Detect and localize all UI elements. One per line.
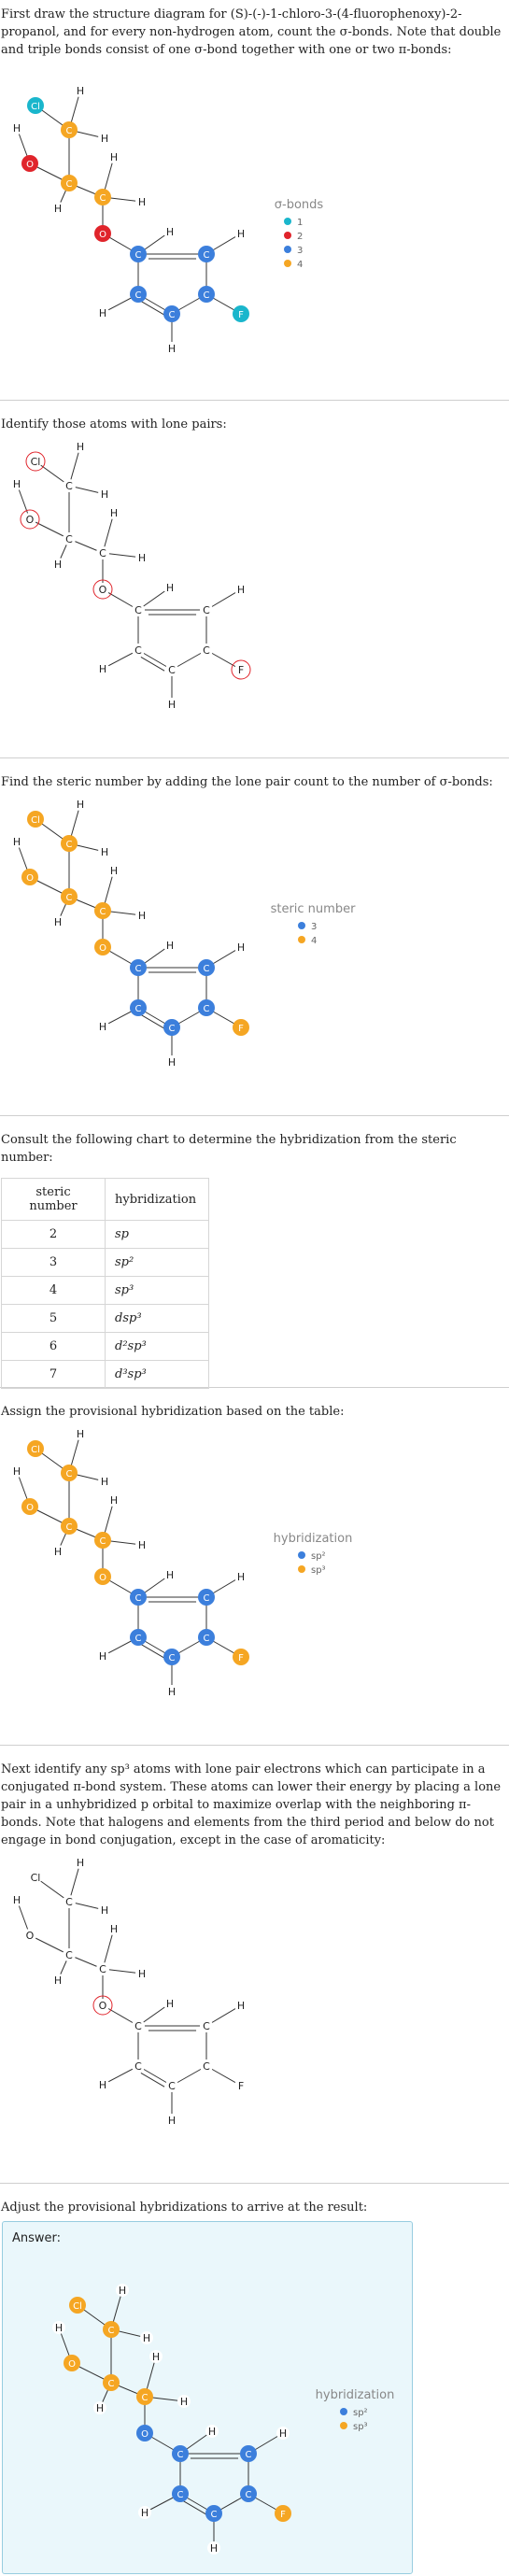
atom-label: H [109,1494,119,1507]
atom-label: C [134,2020,142,2032]
atom-label: H [236,941,246,954]
legend-title: hybridization [273,1532,353,1546]
molecule-result [0,2240,509,2576]
atom-label: F [237,2080,245,2092]
molecule-lone-pairs [0,433,509,751]
atom-label: C [203,290,210,301]
atom-label: H [100,846,109,858]
legend-swatch [298,922,305,929]
atom-label: H [100,1476,109,1488]
step-lone-pairs [0,401,509,757]
table-cell: 2 [2,1221,106,1249]
step-result [0,2184,509,2576]
atom-label: H [137,196,147,208]
hybridization-table [1,1178,209,1389]
atom-label: C [203,1634,210,1644]
atom-label: Cl [30,456,41,468]
atom-label: H [100,1904,109,1917]
table-cell: 5 [2,1305,106,1333]
atom-label: H [165,582,175,594]
bond-line [30,1935,69,1955]
legend-label: 3 [311,922,318,932]
atom-label: H [98,2079,107,2091]
atom-label: H [151,2351,161,2363]
molecule-sigma-bonds [0,59,509,395]
atom-label: C [203,1593,210,1604]
atom-label: O [98,584,107,596]
atom-label: H [76,1428,85,1440]
atom-label: H [100,488,109,501]
atom-label: H [12,1465,21,1478]
atom-label: O [141,2429,148,2440]
atom-label: H [53,203,63,215]
legend [271,902,356,946]
atom-label: H [54,2322,64,2334]
atom-label: Cl [31,815,40,826]
table-cell: 4 [2,1277,106,1305]
molecule-bonds [17,1862,241,2120]
atom-label: H [109,1923,119,1935]
atom-label: C [99,1536,106,1547]
step-conjugation [0,1746,509,2183]
atom-label: C [134,290,142,301]
atom-label: C [65,840,73,850]
atom-label: C [99,907,106,917]
atom-label: F [237,664,245,676]
legend [316,2388,395,2432]
bond-line [141,1644,164,1658]
legend [274,1532,353,1576]
atom-label: H [167,1686,177,1698]
atom-label: H [53,916,63,928]
molecule-bonds [59,2290,283,2548]
step4-text: Consult the following chart to determine the hybridization from the steric number: [1,1133,457,1165]
atom-label: C [99,1963,106,1975]
atom-label: C [134,250,142,261]
atom-label: H [53,559,63,571]
step-steric-number [0,758,509,1115]
legend-title: hybridization [315,2388,395,2402]
atom-label: H [98,663,107,675]
table-cell: sp³ [106,1277,209,1305]
atom-label: H [167,699,177,711]
atom-label: H [118,2285,127,2297]
bond-line [183,2500,206,2514]
atom-label: H [98,1021,107,1033]
atom-label: H [100,133,109,145]
atom-label: H [140,2507,149,2519]
atom-label: C [65,1896,73,1908]
atom-label: H [236,1571,246,1583]
atom-label: H [109,865,119,877]
atom-label: H [209,2542,219,2555]
atom-label: F [280,2510,286,2520]
step1-text: First draw the structure diagram for (S)-(-)-1-chloro-3-(4-fluorophenoxy)-2-propanol, and for every non-hydrogen atom, count the σ-bonds. Note that double and triple bonds consist of one σ-bond together with one or two π-bonds: [1,7,502,57]
atom-label: H [236,584,246,596]
atom-label: H [76,441,85,453]
atom-label: C [203,2020,210,2032]
atom-label: F [238,310,244,320]
atom-label: Cl [30,1872,41,1884]
atom-label: O [25,514,35,526]
legend-swatch [298,1551,305,1559]
atom-label: C [65,1949,73,1961]
atom-label: H [12,1894,21,1906]
molecule-bonds [17,446,241,704]
step3-text: Find the steric number by adding the lone pair count to the number of σ-bonds: [1,775,493,789]
table-header: hybridization [106,1179,209,1221]
atom-label: H [179,2396,189,2408]
atom-label: H [98,1650,107,1663]
atom-label: O [25,1930,35,1942]
atom-label: C [107,2326,115,2336]
table-cell: d²sp³ [106,1333,209,1361]
step-provisional-hybridization [0,1388,509,1745]
table-row [2,1277,209,1305]
atom-label: O [26,873,34,884]
atom-label: C [203,2060,210,2073]
step5-text: Assign the provisional hybridization based on the table: [1,1405,345,1419]
atom-label: C [107,2379,115,2389]
atom-label: H [137,552,147,564]
atom-label: H [137,1539,147,1551]
atom-label: H [12,478,21,490]
table-header-row [2,1179,209,1221]
bond-line [30,519,69,539]
table-cell: dsp³ [106,1305,209,1333]
atom-label: H [53,1974,63,1987]
atom-label: O [99,1573,106,1583]
atom-label: C [99,547,106,559]
table-cell: sp² [106,1249,209,1277]
legend-swatch [340,2408,347,2415]
legend-title: σ-bonds [274,198,324,212]
legend-swatch [284,232,291,239]
atom-label: H [167,343,177,355]
atom-label: C [65,1469,73,1479]
atom-label: H [165,940,175,952]
atom-label: C [134,2060,142,2073]
atom-label: O [26,1503,34,1513]
atom-label: H [236,2000,246,2012]
atom-label: H [165,1569,175,1581]
atom-label: H [165,226,175,238]
table-row [2,1333,209,1361]
atom-label: C [65,480,73,492]
atom-label: C [134,1634,142,1644]
table-row [2,1361,209,1389]
atom-label: C [210,2510,218,2520]
atom-label: C [203,604,210,616]
table-cell: 6 [2,1333,106,1361]
atom-label: F [238,1024,244,1034]
legend-label: sp³ [311,1565,326,1576]
atom-label: H [12,122,21,134]
atom-label: H [53,1546,63,1558]
atom-label: C [168,664,176,676]
atom-label: H [109,151,119,163]
table-cell: 3 [2,1249,106,1277]
atom-label: F [238,1653,244,1663]
atom-label: H [95,2402,105,2414]
step6-text: Next identify any sp³ atoms with lone pair electrons which can participate in a conjugated π-bond system. These atoms can lower their energy by placing a lone pair in a unhybridized p orbital to maximize overlap with the neighboring π-bonds. Note that halogens and elements from the third period and below do not engage in bond conjugation, except in the case of aromaticity: [1,1762,502,1847]
legend-swatch [284,260,291,267]
legend-label: 3 [297,246,304,256]
step7-text: Adjust the provisional hybridizations to arrive at the result: [1,2201,368,2215]
legend [275,198,324,270]
atom-label: O [98,2000,107,2012]
atom-label: H [109,507,119,519]
atom-label: C [245,2450,252,2460]
atom-label: C [203,1004,210,1014]
atom-label: C [168,1024,176,1034]
molecule-steric-number [0,791,509,1109]
table-row [2,1249,209,1277]
legend-swatch [298,1565,305,1573]
legend-label: sp² [311,1551,326,1562]
table-cell: d³sp³ [106,1361,209,1389]
step2-text: Identify those atoms with lone pairs: [1,418,227,432]
atom-label: H [98,307,107,319]
atom-label: Cl [31,1445,40,1455]
atom-label: C [65,893,73,903]
atom-label: Cl [73,2301,82,2312]
atom-label: O [68,2359,76,2370]
atom-label: C [134,1593,142,1604]
atom-label: C [134,644,142,657]
atom-label: C [99,193,106,204]
atom-label: O [99,230,106,240]
legend-label: sp² [353,2408,368,2418]
atom-label: Cl [31,102,40,112]
atom-label: C [168,2080,176,2092]
atom-label: O [26,160,34,170]
atom-label: C [177,2450,184,2460]
bond-line [141,657,164,671]
atom-label: H [142,2332,151,2344]
molecule-bonds [17,1434,241,1691]
table-header: steric number [2,1179,106,1221]
legend-swatch [340,2422,347,2429]
atom-label: C [134,1004,142,1014]
table-cell: 7 [2,1361,106,1389]
atom-label: C [134,964,142,974]
table-row [2,1305,209,1333]
atom-label: H [207,2426,217,2438]
atom-label: C [168,1653,176,1663]
atom-label: C [203,644,210,657]
legend-swatch [298,936,305,943]
step-sigma-bonds [0,0,509,400]
legend-label: 4 [311,936,318,946]
atom-label: C [203,964,210,974]
atom-label: H [76,85,85,97]
atom-label: C [65,1522,73,1533]
atom-label: H [12,836,21,848]
atom-label: H [167,1056,177,1069]
molecule-conjugation [0,1849,509,2167]
bond-line [141,301,164,315]
atom-label: C [203,250,210,261]
legend-label: 2 [297,232,304,242]
table-cell: sp [106,1221,209,1249]
legend-label: 1 [297,218,304,228]
bond-line [141,1014,164,1028]
atom-label: C [141,2393,148,2403]
atom-label: H [76,1857,85,1869]
atom-label: C [245,2490,252,2500]
atom-label: C [65,179,73,190]
atom-label: C [65,126,73,136]
atom-label: H [137,1968,147,1980]
legend-title: steric number [270,902,356,916]
atom-label: C [65,533,73,545]
legend-label: sp³ [353,2422,368,2432]
answer-label: Answer: [12,2231,62,2245]
molecule-bonds [17,804,241,1062]
atom-label: C [134,604,142,616]
bond-line [141,2073,164,2087]
molecule-bonds [17,91,241,348]
molecule-provisional-hybridization [0,1421,509,1738]
atom-label: C [168,310,176,320]
legend-label: 4 [297,260,304,270]
atom-label: H [165,1998,175,2010]
atom-label: H [137,910,147,922]
atom-label: O [99,943,106,954]
atom-label: H [167,2115,177,2127]
atom-label: H [76,799,85,811]
atom-label: C [177,2490,184,2500]
step-chart [0,1116,509,1387]
atom-label: H [236,228,246,240]
legend-swatch [284,218,291,225]
table-row [2,1221,209,1249]
atom-label: H [278,2427,288,2440]
legend-swatch [284,246,291,253]
